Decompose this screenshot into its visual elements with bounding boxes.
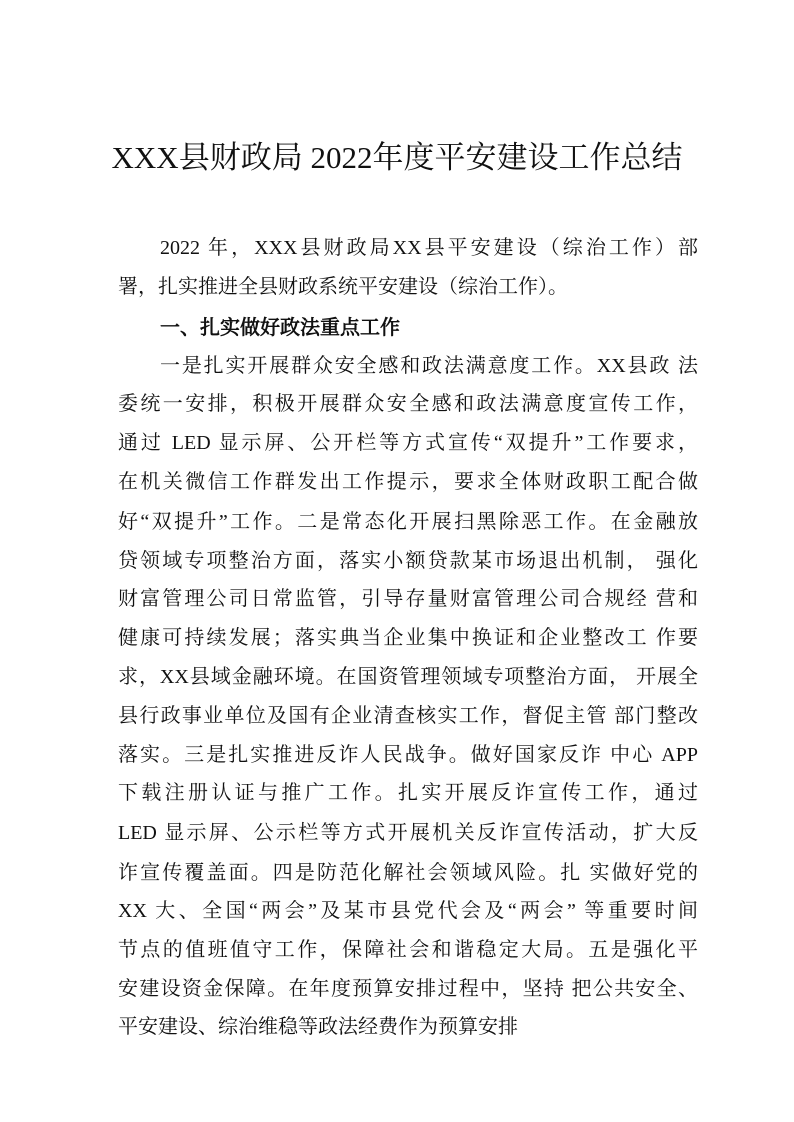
paragraph-line: 下载注册认证与推广工作。扎实开展反诈宣传工作，通过	[118, 782, 698, 804]
paragraph-line: 财富管理公司日常监管，引导存量财富管理公司合规经 营和	[118, 588, 698, 610]
paragraph-line: 在机关微信工作群发出工作提示，要求全体财政职工配合做	[118, 471, 698, 493]
paragraph-line: 好“双提升”工作。二是常态化开展扫黑除恶工作。在金融放	[118, 511, 698, 533]
paragraph-line: 委统一安排，积极开展群众安全感和政法满意度宣传工作，	[118, 393, 698, 415]
paragraph-line: 平安建设、综治维稳等政法经费作为预算安排	[118, 1016, 518, 1038]
paragraph-line: 健康可持续发展；落实典当企业集中换证和企业整改工 作要	[118, 627, 698, 649]
paragraph-line: 通过 LED 显示屏、公开栏等方式宣传“双提升”工作要求，	[118, 432, 698, 454]
paragraph-line: 贷领域专项整治方面，落实小额贷款某市场退出机制， 强化	[118, 550, 698, 572]
paragraph-line: LED 显示屏、公示栏等方式开展机关反诈宣传活动，扩大反	[118, 822, 698, 844]
paragraph-line: 诈宣传覆盖面。四是防范化解社会领域风险。扎 实做好党的	[118, 862, 698, 884]
paragraph-line: 求，XX县域金融环境。在国资管理领域专项整治方面， 开展全	[118, 666, 698, 688]
paragraph-line: 县行政事业单位及国有企业清查核实工作，督促主管 部门整改	[118, 705, 698, 727]
paragraph-line: 落实。三是扎实推进反诈人民战争。做好国家反诈 中心 APP	[118, 744, 698, 766]
section-heading: 一、扎实做好政法重点工作	[160, 315, 400, 339]
paragraph-line: 一是扎实开展群众安全感和政法满意度工作。XX县政 法	[160, 355, 698, 377]
paragraph-line: 节点的值班值守工作，保障社会和谐稳定大局。五是强化平	[118, 939, 698, 961]
paragraph-line: 安建设资金保障。在年度预算安排过程中，坚持 把公共安全、	[118, 978, 698, 1000]
paragraph-line: XX 大、全国“两会”及某市县党代会及“两会” 等重要时间	[118, 900, 698, 922]
paragraph-line: 2022 年，XXX县财政局XX县平安建设（综治工作）部	[160, 237, 698, 259]
paragraph-line: 署，扎实推进全县财政系统平安建设（综治工作）。	[118, 276, 568, 298]
document-title: XXX县财政局 2022年度平安建设工作总结	[111, 140, 683, 175]
